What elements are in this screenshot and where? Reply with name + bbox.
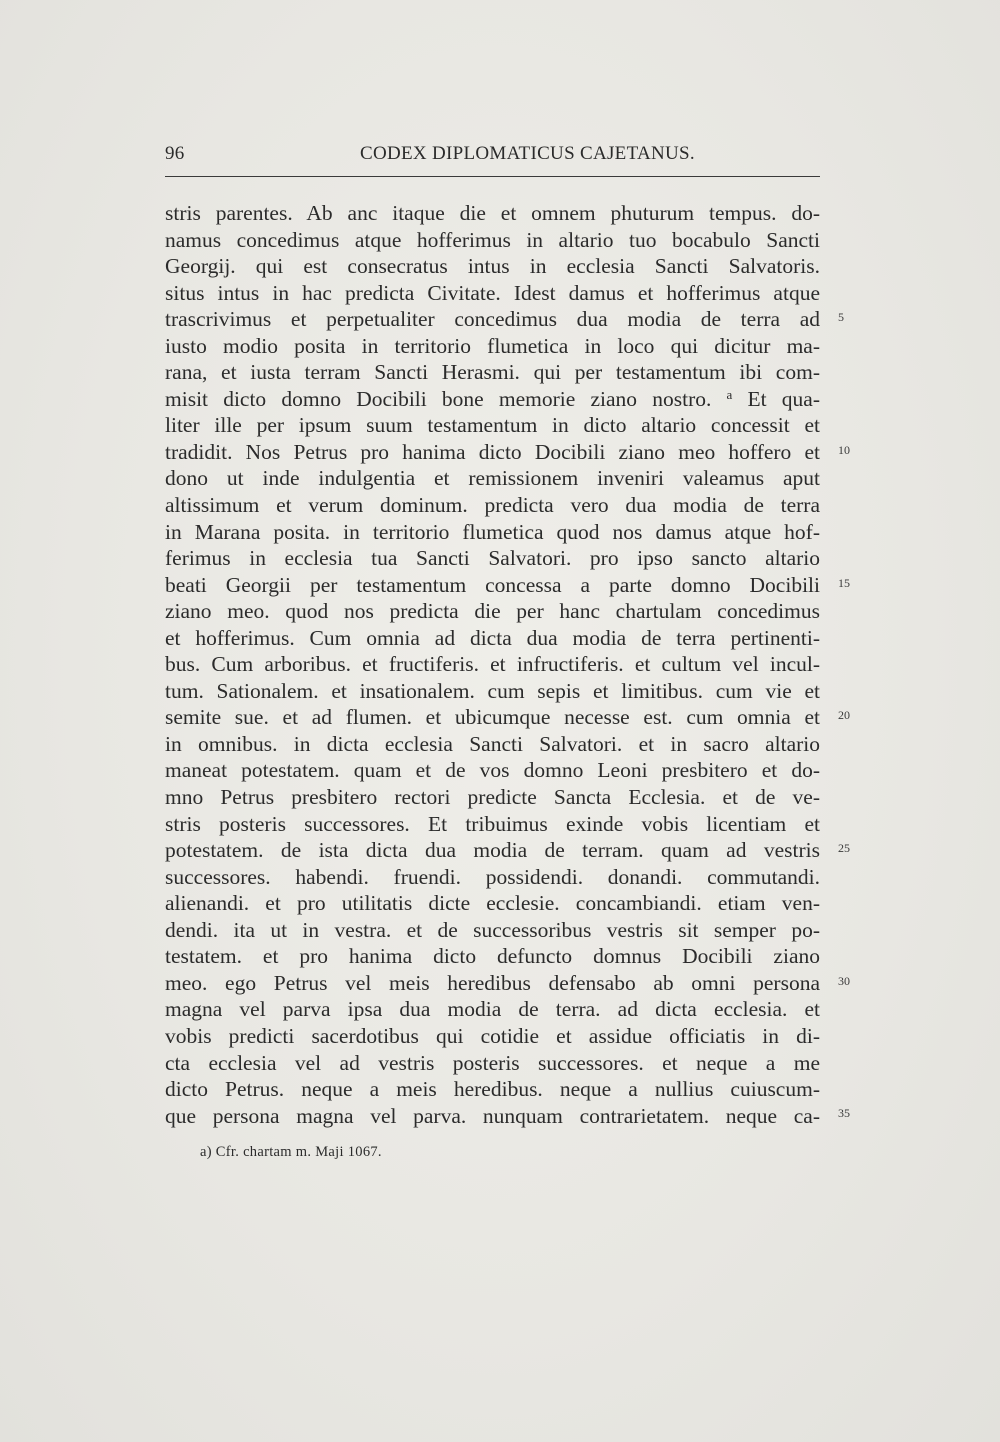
running-head [165, 143, 820, 169]
text-line: stris parentes. Ab anc itaque die et omnem phuturum tempus. do- [165, 201, 820, 225]
text-line: cta ecclesia vel ad vestris posteris successores. et neque a me [165, 1050, 820, 1075]
text-line: rana, et iusta terram Sancti Herasmi. qui per testamentum ibi com- [165, 360, 820, 385]
text-line: testatem. et pro hanima dicto defuncto domnus Docibili ziano [165, 944, 820, 969]
text-line: Georgij. qui est consecratus intus in ecclesia Sancti Salvatoris. [165, 254, 820, 279]
line-number-marker: 10 [838, 443, 850, 457]
text-line: que persona magna vel parva. nunquam contrarietatem. neque ca- [165, 1103, 820, 1128]
text-line: in omnibus. in dicta ecclesia Sancti Salvatori. et in sacro altario [165, 731, 820, 756]
text-line: stris posteris successores. Et tribuimus exinde vobis licentiam et [165, 811, 820, 836]
text-line: dono ut inde indulgentia et remissionem inveniri valeamus aput [165, 466, 820, 491]
text-line: tum. Sationalem. et insationalem. cum sepis et limitibus. cum vie et [165, 678, 820, 703]
text-line: namus concedimus atque hofferimus in altario tuo bocabulo Sancti [165, 227, 820, 252]
text-line: liter ille per ipsum suum testamentum in dicto altario concessit et [165, 413, 820, 438]
text-line: dendi. ita ut in vestra. et de successoribus vestris sit semper po- [165, 917, 820, 942]
text-line: et hofferimus. Cum omnia ad dicta dua modia de terra pertinenti- [165, 625, 820, 650]
text-line: potestatem. de ista dicta dua modia de terram. quam ad vestris [165, 838, 820, 863]
running-title: CODEX DIPLOMATICUS CAJETANUS. [360, 143, 695, 164]
text-line-segment: misit dicto domno Docibili bone memorie ziano nostro. [165, 386, 712, 411]
text-line: trascrivimus et perpetualiter concedimus dua modia de terra ad [165, 307, 820, 332]
text-line: magna vel parva ipsa dua modia de terra. ad dicta ecclesia. et [165, 997, 820, 1022]
text-line: situs intus in hac predicta Civitate. Idest damus et hofferimus atque [165, 280, 820, 305]
text-line: successores. habendi. fruendi. possidendi. donandi. commutandi. [165, 864, 820, 889]
text-line-segment: Et qua- [747, 386, 821, 411]
text-line: alienandi. et pro utilitatis dicte ecclesie. concambiandi. etiam ven- [165, 891, 820, 916]
text-line: in Marana posita. in territorio flumetica quod nos damus atque hof- [165, 519, 820, 544]
line-number-marker: 30 [838, 974, 850, 988]
text-line: ziano meo. quod nos predicta die per hanc chartulam concedimus [165, 599, 820, 624]
line-number-marker: 15 [838, 576, 850, 590]
text-line: bus. Cum arboribus. et fructiferis. et infructiferis. et cultum vel incul- [165, 652, 820, 677]
footnote: a) Cfr. chartam m. Maji 1067. [200, 1144, 382, 1160]
body-text [165, 200, 820, 1129]
text-line-with-note [165, 386, 820, 413]
text-line: meo. ego Petrus vel meis heredibus defensabo ab omni persona [165, 970, 820, 995]
line-number-marker: 5 [838, 310, 844, 324]
page-number: 96 [165, 143, 185, 164]
line-number-marker: 25 [838, 841, 850, 855]
footnote-marker: a [726, 386, 733, 402]
text-line: ferimus in ecclesia tua Sancti Salvatori. pro ipso sancto altario [165, 546, 820, 571]
text-line: iusto modio posita in territorio flumetica in loco qui dicitur ma- [165, 333, 820, 358]
text-line: vobis predicti sacerdotibus qui cotidie et assidue officiatis in di- [165, 1023, 820, 1048]
header-rule [165, 176, 820, 177]
text-line: dicto Petrus. neque a meis heredibus. neque a nullius cuiuscum- [165, 1077, 820, 1102]
line-number-marker: 35 [838, 1106, 850, 1120]
text-line: altissimum et verum dominum. predicta vero dua modia de terra [165, 493, 820, 518]
text-line: beati Georgii per testamentum concessa a parte domno Docibili [165, 572, 820, 597]
text-line: tradidit. Nos Petrus pro hanima dicto Docibili ziano meo hoffero et [165, 439, 820, 464]
text-line: maneat potestatem. quam et de vos domno Leoni presbitero et do- [165, 758, 820, 783]
line-number-marker: 20 [838, 708, 850, 722]
text-line: mno Petrus presbitero rectori predicte Sancta Ecclesia. et de ve- [165, 785, 820, 810]
text-line: semite sue. et ad flumen. et ubicumque necesse est. cum omnia et [165, 705, 820, 730]
